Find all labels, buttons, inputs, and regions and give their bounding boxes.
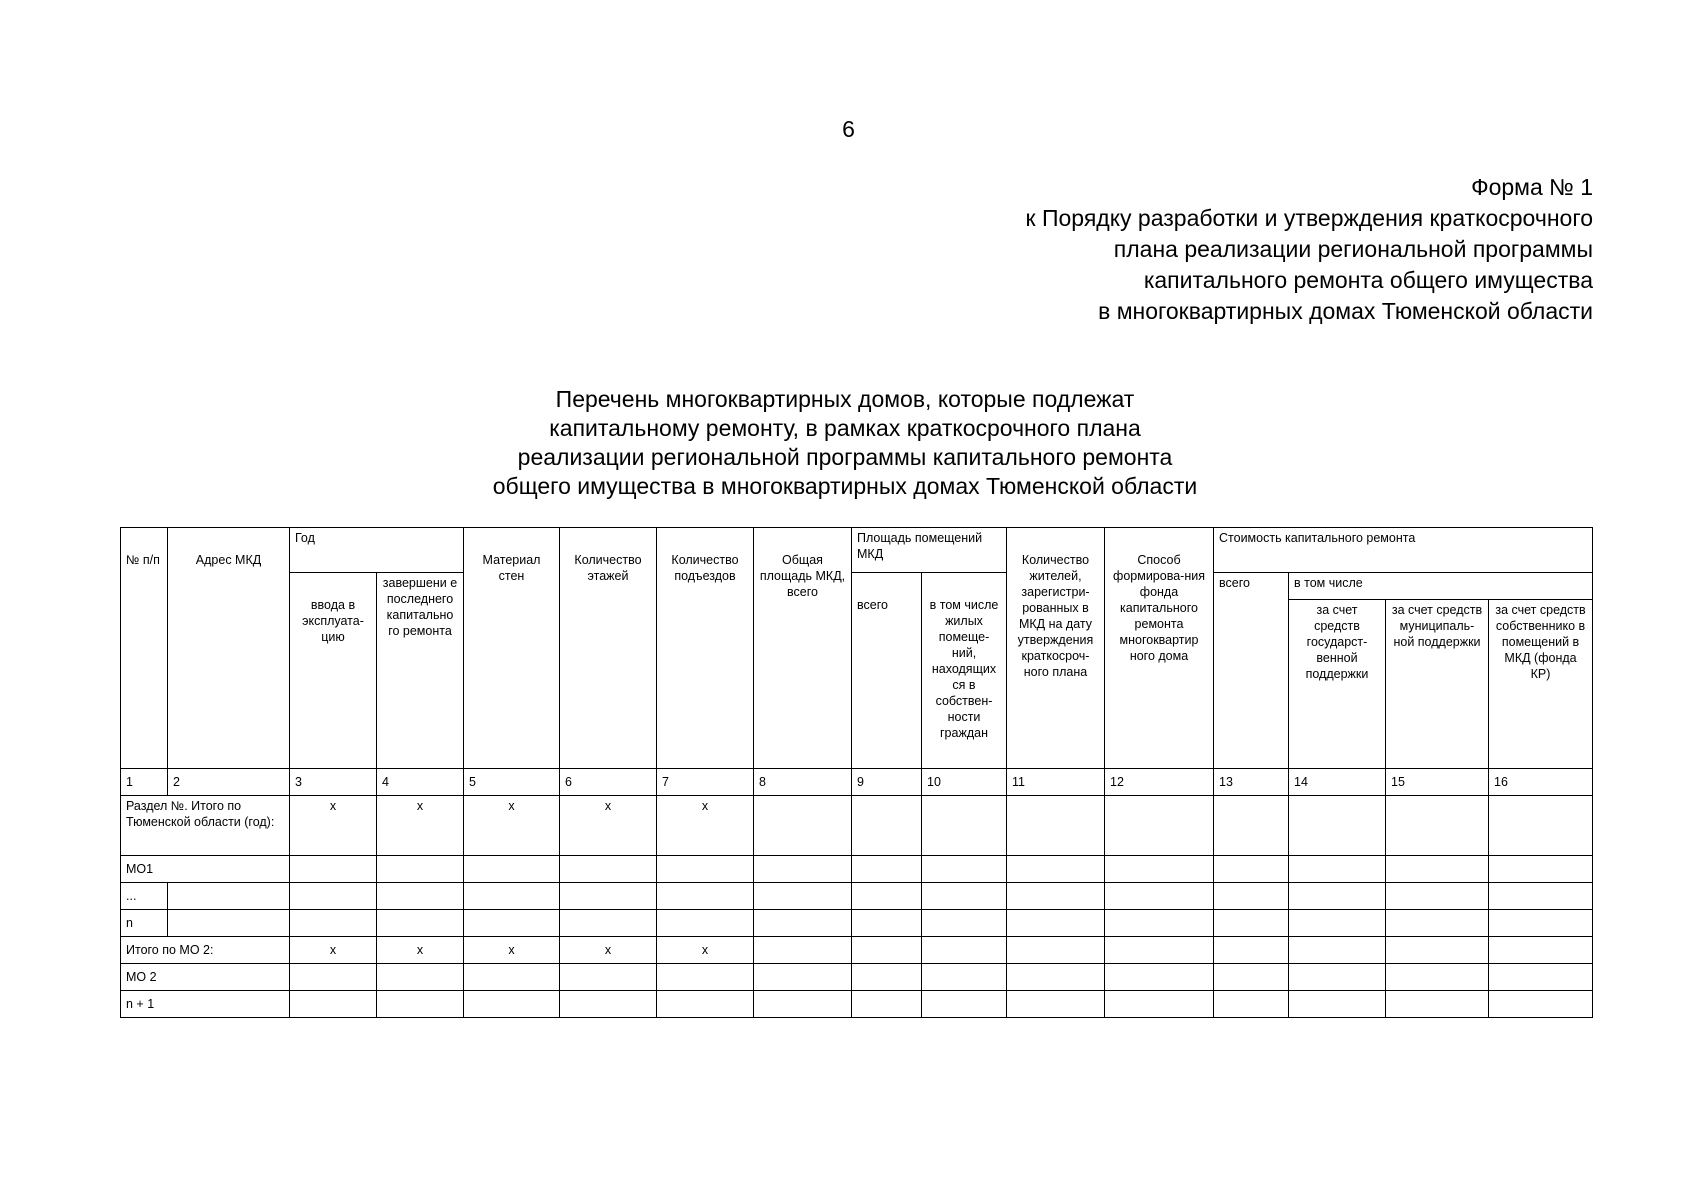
empty-cell bbox=[1214, 991, 1289, 1018]
x-mark: x bbox=[560, 937, 657, 964]
section-total-row bbox=[121, 796, 1593, 856]
appendix-line-4: капитального ремонта общего имущества bbox=[1143, 267, 1593, 293]
ellipsis-label: ... bbox=[121, 883, 168, 910]
document-title bbox=[420, 385, 1270, 501]
empty-cell bbox=[377, 991, 464, 1018]
empty-cell bbox=[464, 856, 560, 883]
empty-cell bbox=[1289, 883, 1386, 910]
empty-cell bbox=[922, 964, 1007, 991]
empty-cell bbox=[1489, 883, 1593, 910]
header-total-area: Общая площадь МКД, всего bbox=[754, 528, 852, 769]
empty-cell bbox=[1214, 796, 1289, 856]
appendix-line-3: плана реализации региональной программы bbox=[1113, 236, 1593, 262]
header-entrances: Количество подъездов bbox=[657, 528, 754, 769]
header-cost-including: в том числе bbox=[1289, 573, 1593, 600]
empty-cell bbox=[1007, 856, 1105, 883]
empty-cell bbox=[1489, 856, 1593, 883]
mo1-row bbox=[121, 856, 1593, 883]
empty-cell bbox=[754, 856, 852, 883]
empty-cell bbox=[1386, 937, 1489, 964]
col-num-7: 7 bbox=[657, 769, 754, 796]
empty-cell bbox=[1386, 964, 1489, 991]
empty-cell bbox=[464, 991, 560, 1018]
empty-cell bbox=[852, 856, 922, 883]
n-row bbox=[121, 910, 1593, 937]
header-address: Адрес МКД bbox=[168, 528, 290, 769]
x-mark: x bbox=[464, 937, 560, 964]
n-plus-1-row bbox=[121, 991, 1593, 1018]
header-premises-total: всего bbox=[852, 573, 922, 769]
empty-cell bbox=[852, 883, 922, 910]
empty-cell bbox=[852, 937, 922, 964]
page-number: 6 bbox=[842, 116, 855, 142]
empty-cell bbox=[1489, 964, 1593, 991]
empty-cell bbox=[1007, 883, 1105, 910]
empty-cell bbox=[922, 856, 1007, 883]
col-num-9: 9 bbox=[852, 769, 922, 796]
empty-cell bbox=[1007, 910, 1105, 937]
empty-cell bbox=[657, 964, 754, 991]
x-mark: x bbox=[657, 796, 754, 856]
empty-cell bbox=[168, 910, 290, 937]
empty-cell bbox=[560, 856, 657, 883]
form-appendix-note bbox=[693, 172, 1593, 327]
empty-cell bbox=[1105, 991, 1214, 1018]
empty-cell bbox=[290, 910, 377, 937]
empty-cell bbox=[1105, 910, 1214, 937]
empty-cell bbox=[464, 964, 560, 991]
ellipsis-row bbox=[121, 883, 1593, 910]
header-premises-residential: в том числе жилых помеще-ний, находящих ся в собствен-ности граждан bbox=[922, 573, 1007, 769]
col-num-16: 16 bbox=[1489, 769, 1593, 796]
empty-cell bbox=[1289, 910, 1386, 937]
empty-cell bbox=[290, 964, 377, 991]
appendix-line-2: к Порядку разработки и утверждения краткосрочного bbox=[1025, 205, 1593, 231]
appendix-line-form: Форма № 1 bbox=[1471, 174, 1593, 200]
houses-list-table bbox=[120, 527, 1593, 1018]
empty-cell bbox=[922, 991, 1007, 1018]
empty-cell bbox=[1289, 856, 1386, 883]
empty-cell bbox=[1489, 910, 1593, 937]
empty-cell bbox=[754, 796, 852, 856]
empty-cell bbox=[1105, 883, 1214, 910]
empty-cell bbox=[1289, 796, 1386, 856]
empty-cell bbox=[1386, 910, 1489, 937]
x-mark: x bbox=[290, 937, 377, 964]
empty-cell bbox=[1007, 964, 1105, 991]
col-num-6: 6 bbox=[560, 769, 657, 796]
mo2-label: МО 2 bbox=[121, 964, 290, 991]
empty-cell bbox=[1489, 991, 1593, 1018]
empty-cell bbox=[290, 883, 377, 910]
x-mark: x bbox=[560, 796, 657, 856]
n-label: n bbox=[121, 910, 168, 937]
col-num-2: 2 bbox=[168, 769, 290, 796]
header-cost-municipal: за счет средств муниципаль-ной поддержки bbox=[1386, 600, 1489, 769]
empty-cell bbox=[560, 883, 657, 910]
section-total-label: Раздел №. Итого по Тюменской области (год): bbox=[121, 796, 290, 856]
empty-cell bbox=[377, 910, 464, 937]
appendix-line-5: в многоквартирных домах Тюменской области bbox=[1098, 298, 1593, 324]
title-line-1: Перечень многоквартирных домов, которые подлежат bbox=[555, 386, 1135, 412]
empty-cell bbox=[657, 910, 754, 937]
empty-cell bbox=[1105, 856, 1214, 883]
empty-cell bbox=[1289, 937, 1386, 964]
empty-cell bbox=[657, 991, 754, 1018]
col-num-4: 4 bbox=[377, 769, 464, 796]
empty-cell bbox=[1386, 856, 1489, 883]
header-cost-owners: за счет средств собственнико в помещений в МКД (фонда КР) bbox=[1489, 600, 1593, 769]
empty-cell bbox=[657, 883, 754, 910]
empty-cell bbox=[852, 964, 922, 991]
mo1-label: МО1 bbox=[121, 856, 290, 883]
empty-cell bbox=[1489, 937, 1593, 964]
empty-cell bbox=[1214, 883, 1289, 910]
x-mark: x bbox=[377, 796, 464, 856]
empty-cell bbox=[922, 910, 1007, 937]
header-year-last-repair: завершени е последнего капитально го ремонта bbox=[377, 573, 464, 769]
empty-cell bbox=[1289, 964, 1386, 991]
empty-cell bbox=[754, 964, 852, 991]
title-line-4: общего имущества в многоквартирных домах Тюменской области bbox=[492, 473, 1198, 499]
empty-cell bbox=[754, 937, 852, 964]
header-row-1 bbox=[121, 528, 1593, 573]
empty-cell bbox=[1214, 856, 1289, 883]
empty-cell bbox=[1105, 964, 1214, 991]
empty-cell bbox=[754, 910, 852, 937]
empty-cell bbox=[852, 910, 922, 937]
col-num-3: 3 bbox=[290, 769, 377, 796]
header-year: Год bbox=[290, 528, 464, 573]
empty-cell bbox=[1007, 991, 1105, 1018]
total-mo2-label: Итого по МО 2: bbox=[121, 937, 290, 964]
header-wall-material: Материал стен bbox=[464, 528, 560, 769]
empty-cell bbox=[464, 910, 560, 937]
empty-cell bbox=[657, 856, 754, 883]
empty-cell bbox=[1105, 937, 1214, 964]
x-mark: x bbox=[377, 937, 464, 964]
empty-cell bbox=[464, 883, 560, 910]
empty-cell bbox=[1214, 910, 1289, 937]
empty-cell bbox=[560, 964, 657, 991]
empty-cell bbox=[754, 991, 852, 1018]
empty-cell bbox=[754, 883, 852, 910]
total-mo2-row bbox=[121, 937, 1593, 964]
empty-cell bbox=[168, 883, 290, 910]
empty-cell bbox=[1489, 796, 1593, 856]
empty-cell bbox=[922, 883, 1007, 910]
empty-cell bbox=[922, 796, 1007, 856]
header-residents: Количество жителей, зарегистри-рованных в МКД на дату утверждения краткосроч-ного плана bbox=[1007, 528, 1105, 769]
empty-cell bbox=[1214, 937, 1289, 964]
col-num-14: 14 bbox=[1289, 769, 1386, 796]
empty-cell bbox=[922, 937, 1007, 964]
header-fund-method: Способ формирова-ния фонда капитального ремонта многоквартир ного дома bbox=[1105, 528, 1214, 769]
title-line-3: реализации региональной программы капитального ремонта bbox=[517, 444, 1173, 470]
empty-cell bbox=[377, 883, 464, 910]
empty-cell bbox=[1386, 796, 1489, 856]
header-cost-state: за счет средств государст-венной поддержки bbox=[1289, 600, 1386, 769]
col-num-5: 5 bbox=[464, 769, 560, 796]
header-premises-area: Площадь помещений МКД bbox=[852, 528, 1007, 573]
col-num-15: 15 bbox=[1386, 769, 1489, 796]
x-mark: x bbox=[464, 796, 560, 856]
col-num-11: 11 bbox=[1007, 769, 1105, 796]
empty-cell bbox=[1007, 937, 1105, 964]
col-num-1: 1 bbox=[121, 769, 168, 796]
x-mark: x bbox=[290, 796, 377, 856]
empty-cell bbox=[377, 856, 464, 883]
empty-cell bbox=[1289, 991, 1386, 1018]
header-cost-total: всего bbox=[1214, 573, 1289, 769]
empty-cell bbox=[377, 964, 464, 991]
empty-cell bbox=[1007, 796, 1105, 856]
header-cost: Стоимость капитального ремонта bbox=[1214, 528, 1593, 573]
empty-cell bbox=[1386, 991, 1489, 1018]
empty-cell bbox=[560, 991, 657, 1018]
empty-cell bbox=[290, 856, 377, 883]
empty-cell bbox=[290, 991, 377, 1018]
header-year-commission: ввода в эксплуата-цию bbox=[290, 573, 377, 769]
header-row-2 bbox=[121, 573, 1593, 600]
title-line-2: капитальному ремонту, в рамках краткосрочного плана bbox=[549, 415, 1141, 441]
empty-cell bbox=[1105, 796, 1214, 856]
empty-cell bbox=[852, 991, 922, 1018]
col-num-10: 10 bbox=[922, 769, 1007, 796]
empty-cell bbox=[852, 796, 922, 856]
empty-cell bbox=[1386, 883, 1489, 910]
empty-cell bbox=[1214, 964, 1289, 991]
col-num-8: 8 bbox=[754, 769, 852, 796]
col-num-13: 13 bbox=[1214, 769, 1289, 796]
x-mark: x bbox=[657, 937, 754, 964]
mo2-row bbox=[121, 964, 1593, 991]
column-numbers-row bbox=[121, 769, 1593, 796]
empty-cell bbox=[560, 910, 657, 937]
header-floors: Количество этажей bbox=[560, 528, 657, 769]
col-num-12: 12 bbox=[1105, 769, 1214, 796]
n-plus-1-label: n + 1 bbox=[121, 991, 290, 1018]
header-num: № п/п bbox=[121, 528, 168, 769]
